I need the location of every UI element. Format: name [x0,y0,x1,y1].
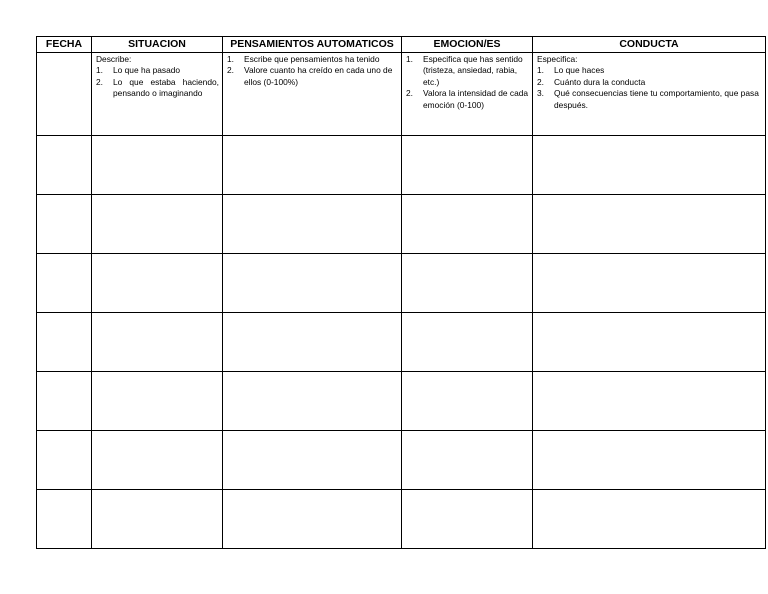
item-text: Valore cuanto ha creído en cada uno de ellos (0-100%) [244,65,393,87]
entry-row [37,431,766,490]
item-number: 2. [406,88,413,99]
conducta-item [537,65,762,76]
item-number: 3. [537,88,544,99]
entry-cell-fecha[interactable] [37,136,92,195]
entry-cell-emociones[interactable] [402,136,533,195]
entry-cell-conducta[interactable] [533,254,766,313]
conducta-item [537,88,762,111]
conducta-item [537,77,762,88]
entry-cell-pensamientos[interactable] [223,254,402,313]
entry-cell-situacion[interactable] [92,313,223,372]
entry-cell-emociones[interactable] [402,313,533,372]
item-number: 2. [537,76,544,87]
pensamientos-item [227,65,398,88]
entry-cell-emociones[interactable] [402,490,533,549]
header-situacion: SITUACION [92,37,223,53]
entry-cell-pensamientos[interactable] [223,372,402,431]
item-number: 1. [96,65,103,76]
entry-cell-fecha[interactable] [37,372,92,431]
item-number: 1. [537,65,544,76]
pensamientos-instructions-cell[interactable] [223,53,402,136]
conducta-instructions-cell[interactable] [533,53,766,136]
entry-cell-conducta[interactable] [533,372,766,431]
conducta-list [537,65,762,111]
entry-cell-situacion[interactable] [92,431,223,490]
emociones-instructions-cell[interactable] [402,53,533,136]
entry-cell-situacion[interactable] [92,195,223,254]
item-number: 2. [96,76,103,87]
item-text: Valora la intensidad de cada emoción (0-100) [423,88,529,110]
entry-cell-situacion[interactable] [92,254,223,313]
item-number: 1. [227,54,234,64]
entry-cell-conducta[interactable] [533,490,766,549]
entry-row [37,136,766,195]
item-text: Cuánto dura la conducta [554,76,646,87]
entry-cell-pensamientos[interactable] [223,136,402,195]
entry-row [37,490,766,549]
entry-cell-emociones[interactable] [402,372,533,431]
item-text: Escribe que pensamientos ha tenido [244,54,380,64]
entry-cell-fecha[interactable] [37,490,92,549]
emociones-item [406,54,529,88]
item-text: Especifica que has sentido (tristeza, ansiedad, rabia, etc.) [423,54,523,87]
entry-cell-fecha[interactable] [37,195,92,254]
situacion-item [96,65,219,76]
entry-cell-situacion[interactable] [92,372,223,431]
situacion-instructions-cell[interactable] [92,53,223,136]
entry-cell-conducta[interactable] [533,136,766,195]
entry-cell-fecha[interactable] [37,431,92,490]
entry-cell-conducta[interactable] [533,195,766,254]
entry-row [37,254,766,313]
thought-record-table [36,36,766,549]
emociones-list [406,54,529,111]
header-fecha: FECHA [37,37,92,53]
item-number: 1. [406,54,413,64]
item-text: Lo que haces [554,65,605,76]
entry-row [37,195,766,254]
entry-row [37,372,766,431]
entry-cell-situacion[interactable] [92,136,223,195]
pensamientos-list [227,54,398,88]
situacion-item [96,77,219,100]
entry-cell-emociones[interactable] [402,195,533,254]
item-text: Lo que ha pasado [113,65,181,76]
item-text: Qué consecuencias tiene tu comportamiento, que pasa después. [554,88,759,110]
instructions-row [37,53,766,136]
entry-cell-conducta[interactable] [533,313,766,372]
entry-cell-pensamientos[interactable] [223,313,402,372]
entry-cell-pensamientos[interactable] [223,195,402,254]
entry-row [37,313,766,372]
fecha-instructions-cell[interactable] [37,53,92,136]
conducta-intro: Especifica: [537,54,578,64]
header-emociones: EMOCION/ES [402,37,533,53]
entry-cell-pensamientos[interactable] [223,490,402,549]
situacion-list [96,65,219,99]
entry-cell-conducta[interactable] [533,431,766,490]
header-pensamientos-automaticos: PENSAMIENTOS AUTOMATICOS [223,37,402,53]
entry-cell-emociones[interactable] [402,254,533,313]
pensamientos-item [227,54,398,65]
entry-cell-situacion[interactable] [92,490,223,549]
item-text: Lo que estaba haciendo, pensando o imaginando [113,76,219,99]
emociones-item [406,88,529,111]
header-row [37,37,766,53]
entry-cell-fecha[interactable] [37,313,92,372]
situacion-intro: Describe: [96,54,132,64]
header-conducta: CONDUCTA [533,37,766,53]
entry-cell-pensamientos[interactable] [223,431,402,490]
item-number: 2. [227,65,234,76]
entry-cell-fecha[interactable] [37,254,92,313]
entry-cell-emociones[interactable] [402,431,533,490]
